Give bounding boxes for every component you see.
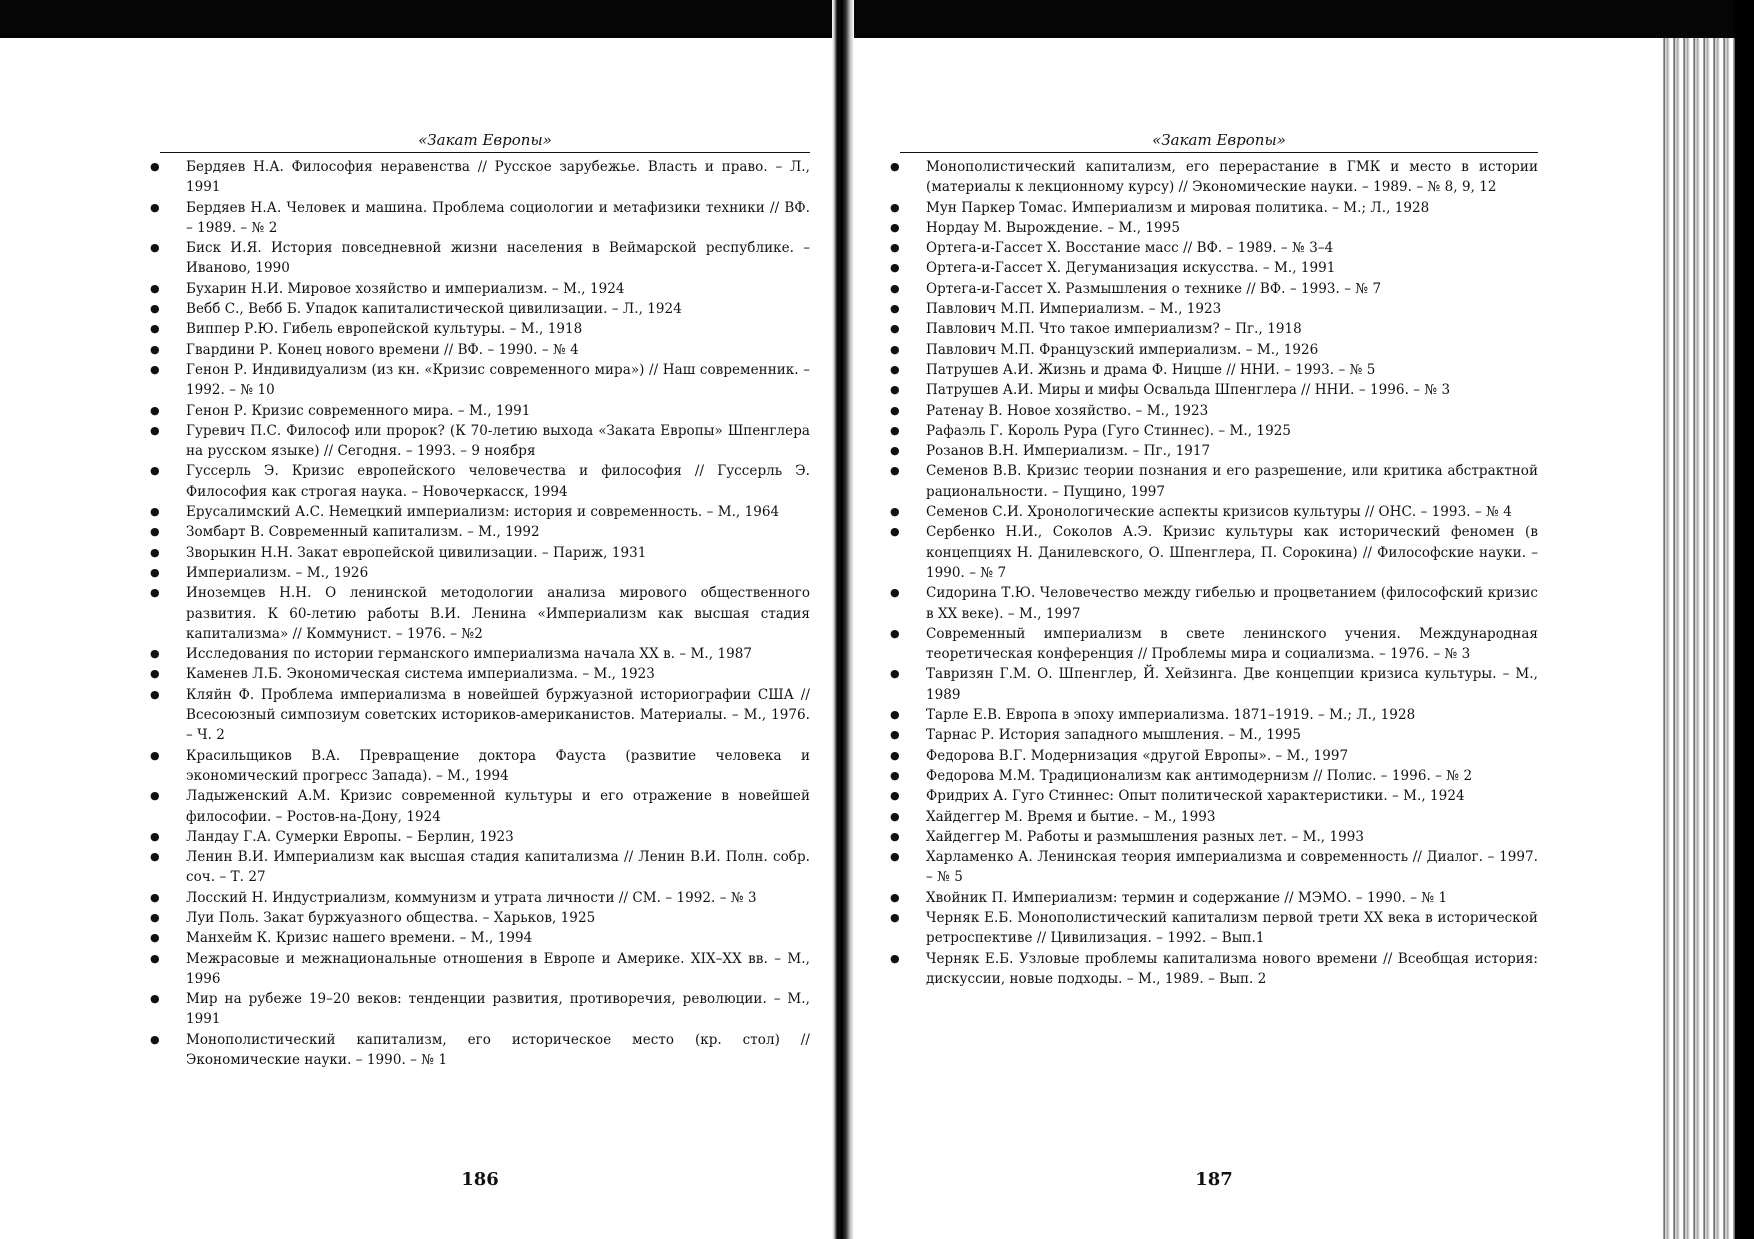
reference-list — [150, 157, 810, 1070]
reference-item: ● Тарнас Р. История западного мышления. – М., 1995 — [926, 725, 1538, 745]
reference-item: ● Гуревич П.С. Философ или пророк? (К 70-летию выхода «Заката Европы» Шпенглера на русском языке) // Сегодня. – 1993. – 9 ноября — [186, 421, 810, 462]
reference-item: ● Луи Поль. Закат буржуазного общества. – Харьков, 1925 — [186, 908, 810, 928]
reference-item: ● Павлович М.П. Что такое империализм? – Пг., 1918 — [926, 319, 1538, 339]
reference-item: ● Вебб С., Вебб Б. Упадок капиталистической цивилизации. – Л., 1924 — [186, 299, 810, 319]
scan-top-border — [0, 0, 1754, 38]
reference-item: ● Бердяев Н.А. Человек и машина. Проблема социологии и метафизики техники // ВФ. – 1989. – № 2 — [186, 198, 810, 239]
reference-item: ● Патрушев А.И. Жизнь и драма Ф. Ницше // ННИ. – 1993. – № 5 — [926, 360, 1538, 380]
reference-item: ● Семенов В.В. Кризис теории познания и его разрешение, или критика абстрактной рациональности. – Пущино, 1997 — [926, 461, 1538, 502]
book-gutter — [832, 0, 854, 1239]
reference-item: ● Исследования по истории германского империализма начала XX в. – М., 1987 — [186, 644, 810, 664]
reference-item: ● Ленин В.И. Империализм как высшая стадия капитализма // Ленин В.И. Полн. собр. соч. – Т. 27 — [186, 847, 810, 888]
reference-item: ● Ортега-и-Гассет Х. Размышления о технике // ВФ. – 1993. – № 7 — [926, 279, 1538, 299]
reference-item: ● Гуссерль Э. Кризис европейского человечества и философия // Гуссерль Э. Философия как строгая наука. – Новочеркасск, 1994 — [186, 461, 810, 502]
reference-item: ● Павлович М.П. Французский империализм. – М., 1926 — [926, 340, 1538, 360]
reference-item: ● Манхейм К. Кризис нашего времени. – М., 1994 — [186, 928, 810, 948]
reference-item: ● Монополистический капитализм, его перерастание в ГМК и место в истории (материалы к лекционному курсу) // Экономические науки. – 1989. – № 8, 9, 12 — [926, 157, 1538, 198]
page-number: 187 — [1195, 1169, 1233, 1190]
reference-item: ● Сидорина Т.Ю. Человечество между гибелью и процветанием (философский кризис в XX веке). – М., 1997 — [926, 583, 1538, 624]
reference-item: ● Федорова М.М. Традиционализм как антимодернизм // Полис. – 1996. – № 2 — [926, 766, 1538, 786]
reference-item: ● Монополистический капитализм, его историческое место (кр. стол) // Экономические науки. – 1990. – № 1 — [186, 1030, 810, 1071]
reference-item: ● Ортега-и-Гассет Х. Восстание масс // ВФ. – 1989. – № 3–4 — [926, 238, 1538, 258]
reference-item: ● Гвардини Р. Конец нового времени // ВФ. – 1990. – № 4 — [186, 340, 810, 360]
reference-item: ● Кляйн Ф. Проблема империализма в новейшей буржуазной историографии США // Всесоюзный симпозиум советских историков-американистов. Материалы. – М., 1976. – Ч. 2 — [186, 685, 810, 746]
reference-item: ● Генон Р. Индивидуализм (из кн. «Кризис современного мира») // Наш современник. – 1992. – № 10 — [186, 360, 810, 401]
reference-item: ● Нордау М. Вырождение. – М., 1995 — [926, 218, 1538, 238]
reference-item: ● Бухарин Н.И. Мировое хозяйство и империализм. – М., 1924 — [186, 279, 810, 299]
reference-item: ● Павлович М.П. Империализм. – М., 1923 — [926, 299, 1538, 319]
reference-item: ● Современный империализм в свете ленинского учения. Международная теоретическая конференция // Проблемы мира и социализма. – 1976. – № 3 — [926, 624, 1538, 665]
reference-item: ● Бердяев Н.А. Философия неравенства // Русское зарубежье. Власть и право. – Л., 1991 — [186, 157, 810, 198]
right-page — [890, 130, 1538, 1190]
reference-item: ● Зомбарт В. Современный капитализм. – М., 1992 — [186, 522, 810, 542]
reference-item: ● Черняк Е.Б. Узловые проблемы капитализма нового времени // Всеобщая история: дискуссии, новые подходы. – М., 1989. – Вып. 2 — [926, 949, 1538, 990]
reference-item: ● Каменев Л.Б. Экономическая система империализма. – М., 1923 — [186, 664, 810, 684]
reference-item: ● Виппер Р.Ю. Гибель европейской культуры. – М., 1918 — [186, 319, 810, 339]
reference-item: ● Генон Р. Кризис современного мира. – М., 1991 — [186, 401, 810, 421]
reference-item: ● Семенов С.И. Хронологические аспекты кризисов культуры // ОНС. – 1993. – № 4 — [926, 502, 1538, 522]
reference-item: ● Межрасовые и межнациональные отношения в Европе и Америке. XIX–XX вв. – М., 1996 — [186, 949, 810, 990]
reference-item: ● Черняк Е.Б. Монополистический капитализм первой трети XX века в исторической ретроспективе // Цивилизация. – 1992. – Вып.1 — [926, 908, 1538, 949]
reference-item: ● Мун Паркер Томас. Империализм и мировая политика. – М.; Л., 1928 — [926, 198, 1538, 218]
reference-item: ● Империализм. – М., 1926 — [186, 563, 810, 583]
reference-item: ● Розанов В.Н. Империализм. – Пг., 1917 — [926, 441, 1538, 461]
reference-item: ● Ерусалимский А.С. Немецкий империализм: история и современность. – М., 1964 — [186, 502, 810, 522]
reference-item: ● Хайдеггер М. Работы и размышления разных лет. – М., 1993 — [926, 827, 1538, 847]
reference-item: ● Харламенко А. Ленинская теория империализма и современность // Диалог. – 1997. – № 5 — [926, 847, 1538, 888]
scan-right-border — [1735, 0, 1754, 1239]
reference-item: ● Биск И.Я. История повседневной жизни населения в Веймарской республике. – Иваново, 1990 — [186, 238, 810, 279]
reference-list — [890, 157, 1538, 989]
reference-item: ● Зворыкин Н.Н. Закат европейской цивилизации. – Париж, 1931 — [186, 543, 810, 563]
reference-item: ● Иноземцев Н.Н. О ленинской методологии анализа мирового общественного развития. К 60-летию работы В.И. Ленина «Империализм как высшая стадия капитализма» // Коммунист. – 1976. – №2 — [186, 583, 810, 644]
reference-item: ● Тарле Е.В. Европа в эпоху империализма. 1871–1919. – М.; Л., 1928 — [926, 705, 1538, 725]
reference-item: ● Сербенко Н.И., Соколов А.Э. Кризис культуры как исторический феномен (в концепциях Н. Данилевского, О. Шпенглера, П. Сорокина) // Философские науки. – 1990. – № 7 — [926, 522, 1538, 583]
reference-item: ● Хайдеггер М. Время и бытие. – М., 1993 — [926, 807, 1538, 827]
running-head: «Закат Европы» — [160, 130, 810, 153]
reference-item: ● Патрушев А.И. Миры и мифы Освальда Шпенглера // ННИ. – 1996. – № 3 — [926, 380, 1538, 400]
reference-item: ● Красильщиков В.А. Превращение доктора Фауста (развитие человека и экономический прогресс Запада). – М., 1994 — [186, 746, 810, 787]
left-page — [150, 130, 810, 1190]
reference-item: ● Лосский Н. Индустриализм, коммунизм и утрата личности // СМ. – 1992. – № 3 — [186, 888, 810, 908]
reference-item: ● Тавризян Г.М. О. Шпенглер, Й. Хейзинга. Две концепции кризиса культуры. – М., 1989 — [926, 664, 1538, 705]
reference-item: ● Рафаэль Г. Король Рура (Гуго Стиннес). – М., 1925 — [926, 421, 1538, 441]
running-head: «Закат Европы» — [900, 130, 1538, 153]
reference-item: ● Фридрих А. Гуго Стиннес: Опыт политической характеристики. – М., 1924 — [926, 786, 1538, 806]
reference-item: ● Ратенау В. Новое хозяйство. – М., 1923 — [926, 401, 1538, 421]
page-number: 186 — [461, 1169, 499, 1190]
reference-item: ● Федорова В.Г. Модернизация «другой Европы». – М., 1997 — [926, 746, 1538, 766]
reference-item: ● Ландау Г.А. Сумерки Европы. – Берлин, 1923 — [186, 827, 810, 847]
reference-item: ● Ортега-и-Гассет Х. Дегуманизация искусства. – М., 1991 — [926, 258, 1538, 278]
reference-item: ● Хвойник П. Империализм: термин и содержание // МЭМО. – 1990. – № 1 — [926, 888, 1538, 908]
reference-item: ● Ладыженский А.М. Кризис современной культуры и его отражение в новейшей философии. – Ростов-на-Дону, 1924 — [186, 786, 810, 827]
reference-item: ● Мир на рубеже 19–20 веков: тенденции развития, противоречия, революции. – М., 1991 — [186, 989, 810, 1030]
